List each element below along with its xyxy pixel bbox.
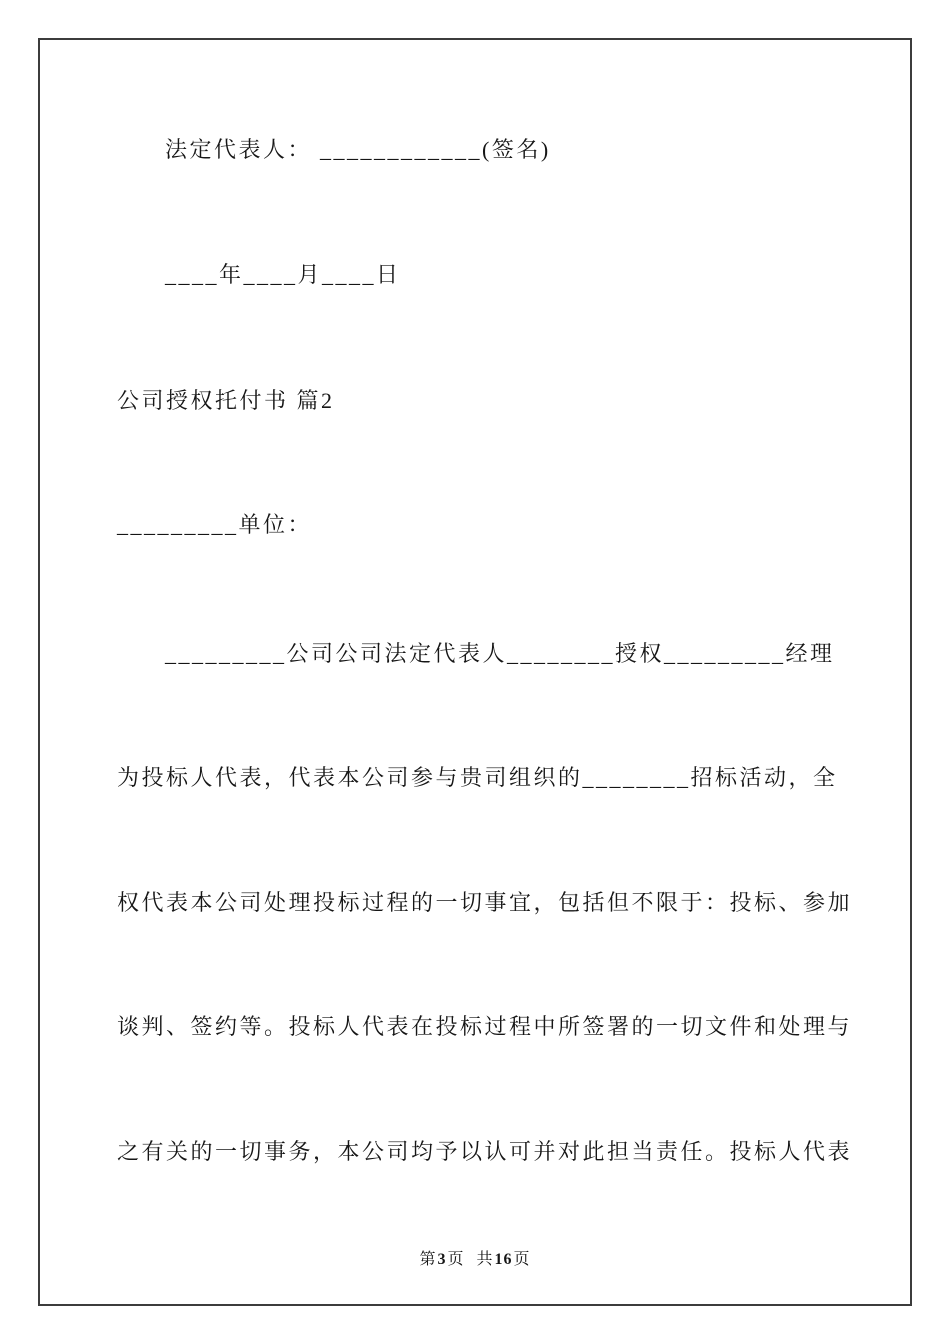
line-unit-blank: _________单位： [117, 512, 313, 537]
line-responsibility-clause: 之有关的一切事务，本公司均予以认可并对此担当责任。投标人代表 [117, 1139, 853, 1164]
line-authorization-statement: _________公司公司法定代表人________授权_________经理 [165, 641, 835, 666]
line-date-blanks: ____年____月____日 [165, 262, 401, 287]
line-bid-representative-clause: 为投标人代表，代表本公司参与贵司组织的________招标活动，全 [117, 765, 838, 790]
line-bid-scope-clause: 权代表本公司处理投标过程的一切事宜，包括但不限于：投标、参加 [117, 890, 853, 915]
footer-total-page-number: 16 [494, 1251, 513, 1268]
footer-total-prefix: 共 [476, 1251, 494, 1268]
footer-total-suffix: 页 [513, 1251, 531, 1268]
footer-page-prefix: 第 [419, 1251, 437, 1268]
line-legal-representative-signature: 法定代表人： ____________(签名) [165, 137, 551, 162]
footer-page-suffix: 页 [447, 1251, 465, 1268]
page-border [38, 38, 912, 1306]
section-heading: 公司授权托付书 篇2 [117, 388, 335, 413]
footer-current-page-number: 3 [437, 1251, 447, 1268]
line-negotiation-clause: 谈判、签约等。投标人代表在投标过程中所签署的一切文件和处理与 [117, 1014, 853, 1039]
page-footer [0, 1246, 950, 1269]
